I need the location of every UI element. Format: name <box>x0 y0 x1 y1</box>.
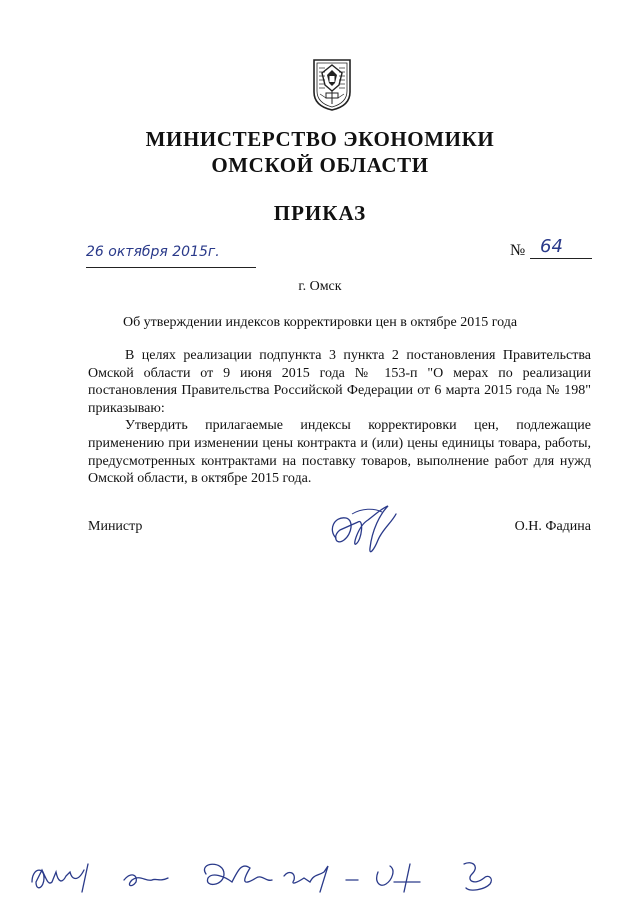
order-subject: Об утверждении индексов корректировки цен в октябре 2015 года <box>122 315 518 330</box>
coat-of-arms-icon <box>312 58 352 112</box>
city: г. Омск <box>298 279 342 294</box>
handwritten-date: 26 октября 2015г. <box>86 239 256 268</box>
ministry-line-1: МИНИСТЕРСТВО ЭКОНОМИКИ <box>145 127 495 151</box>
document-type-title: ПРИКАЗ <box>273 201 367 225</box>
ministry-name <box>0 126 640 178</box>
order-body <box>88 347 591 488</box>
body-paragraph-2: Утвердить прилагаемые индексы корректировки цен, подлежащие применению при изменении цены контракта и (или) цены единицы товара, работы, предусмотренных контрактами на поставку товаров, выполнение работ для нужд Омской области, в октябре 2015 года. <box>88 418 591 487</box>
handwritten-signature-icon <box>322 500 402 560</box>
signatory-role: Министр <box>88 519 143 534</box>
signatory-name: О.Н. Фадина <box>514 519 591 534</box>
order-number-block <box>510 238 592 266</box>
ministry-line-2: ОМСКОЙ ОБЛАСТИ <box>211 153 429 177</box>
handwritten-order-number: 64 <box>540 236 563 257</box>
approval-visas-icon <box>28 852 528 900</box>
number-sign: № <box>510 242 526 259</box>
body-paragraph-1: В целях реализации подпункта 3 пункта 2 постановления Правительства Омской области от 9 июня 2015 года № 153-п "О мерах по реализации постановления Правительства Российской Федерации от 6 марта 2015 года № 198" приказываю: <box>88 348 591 416</box>
number-underline <box>530 258 592 259</box>
